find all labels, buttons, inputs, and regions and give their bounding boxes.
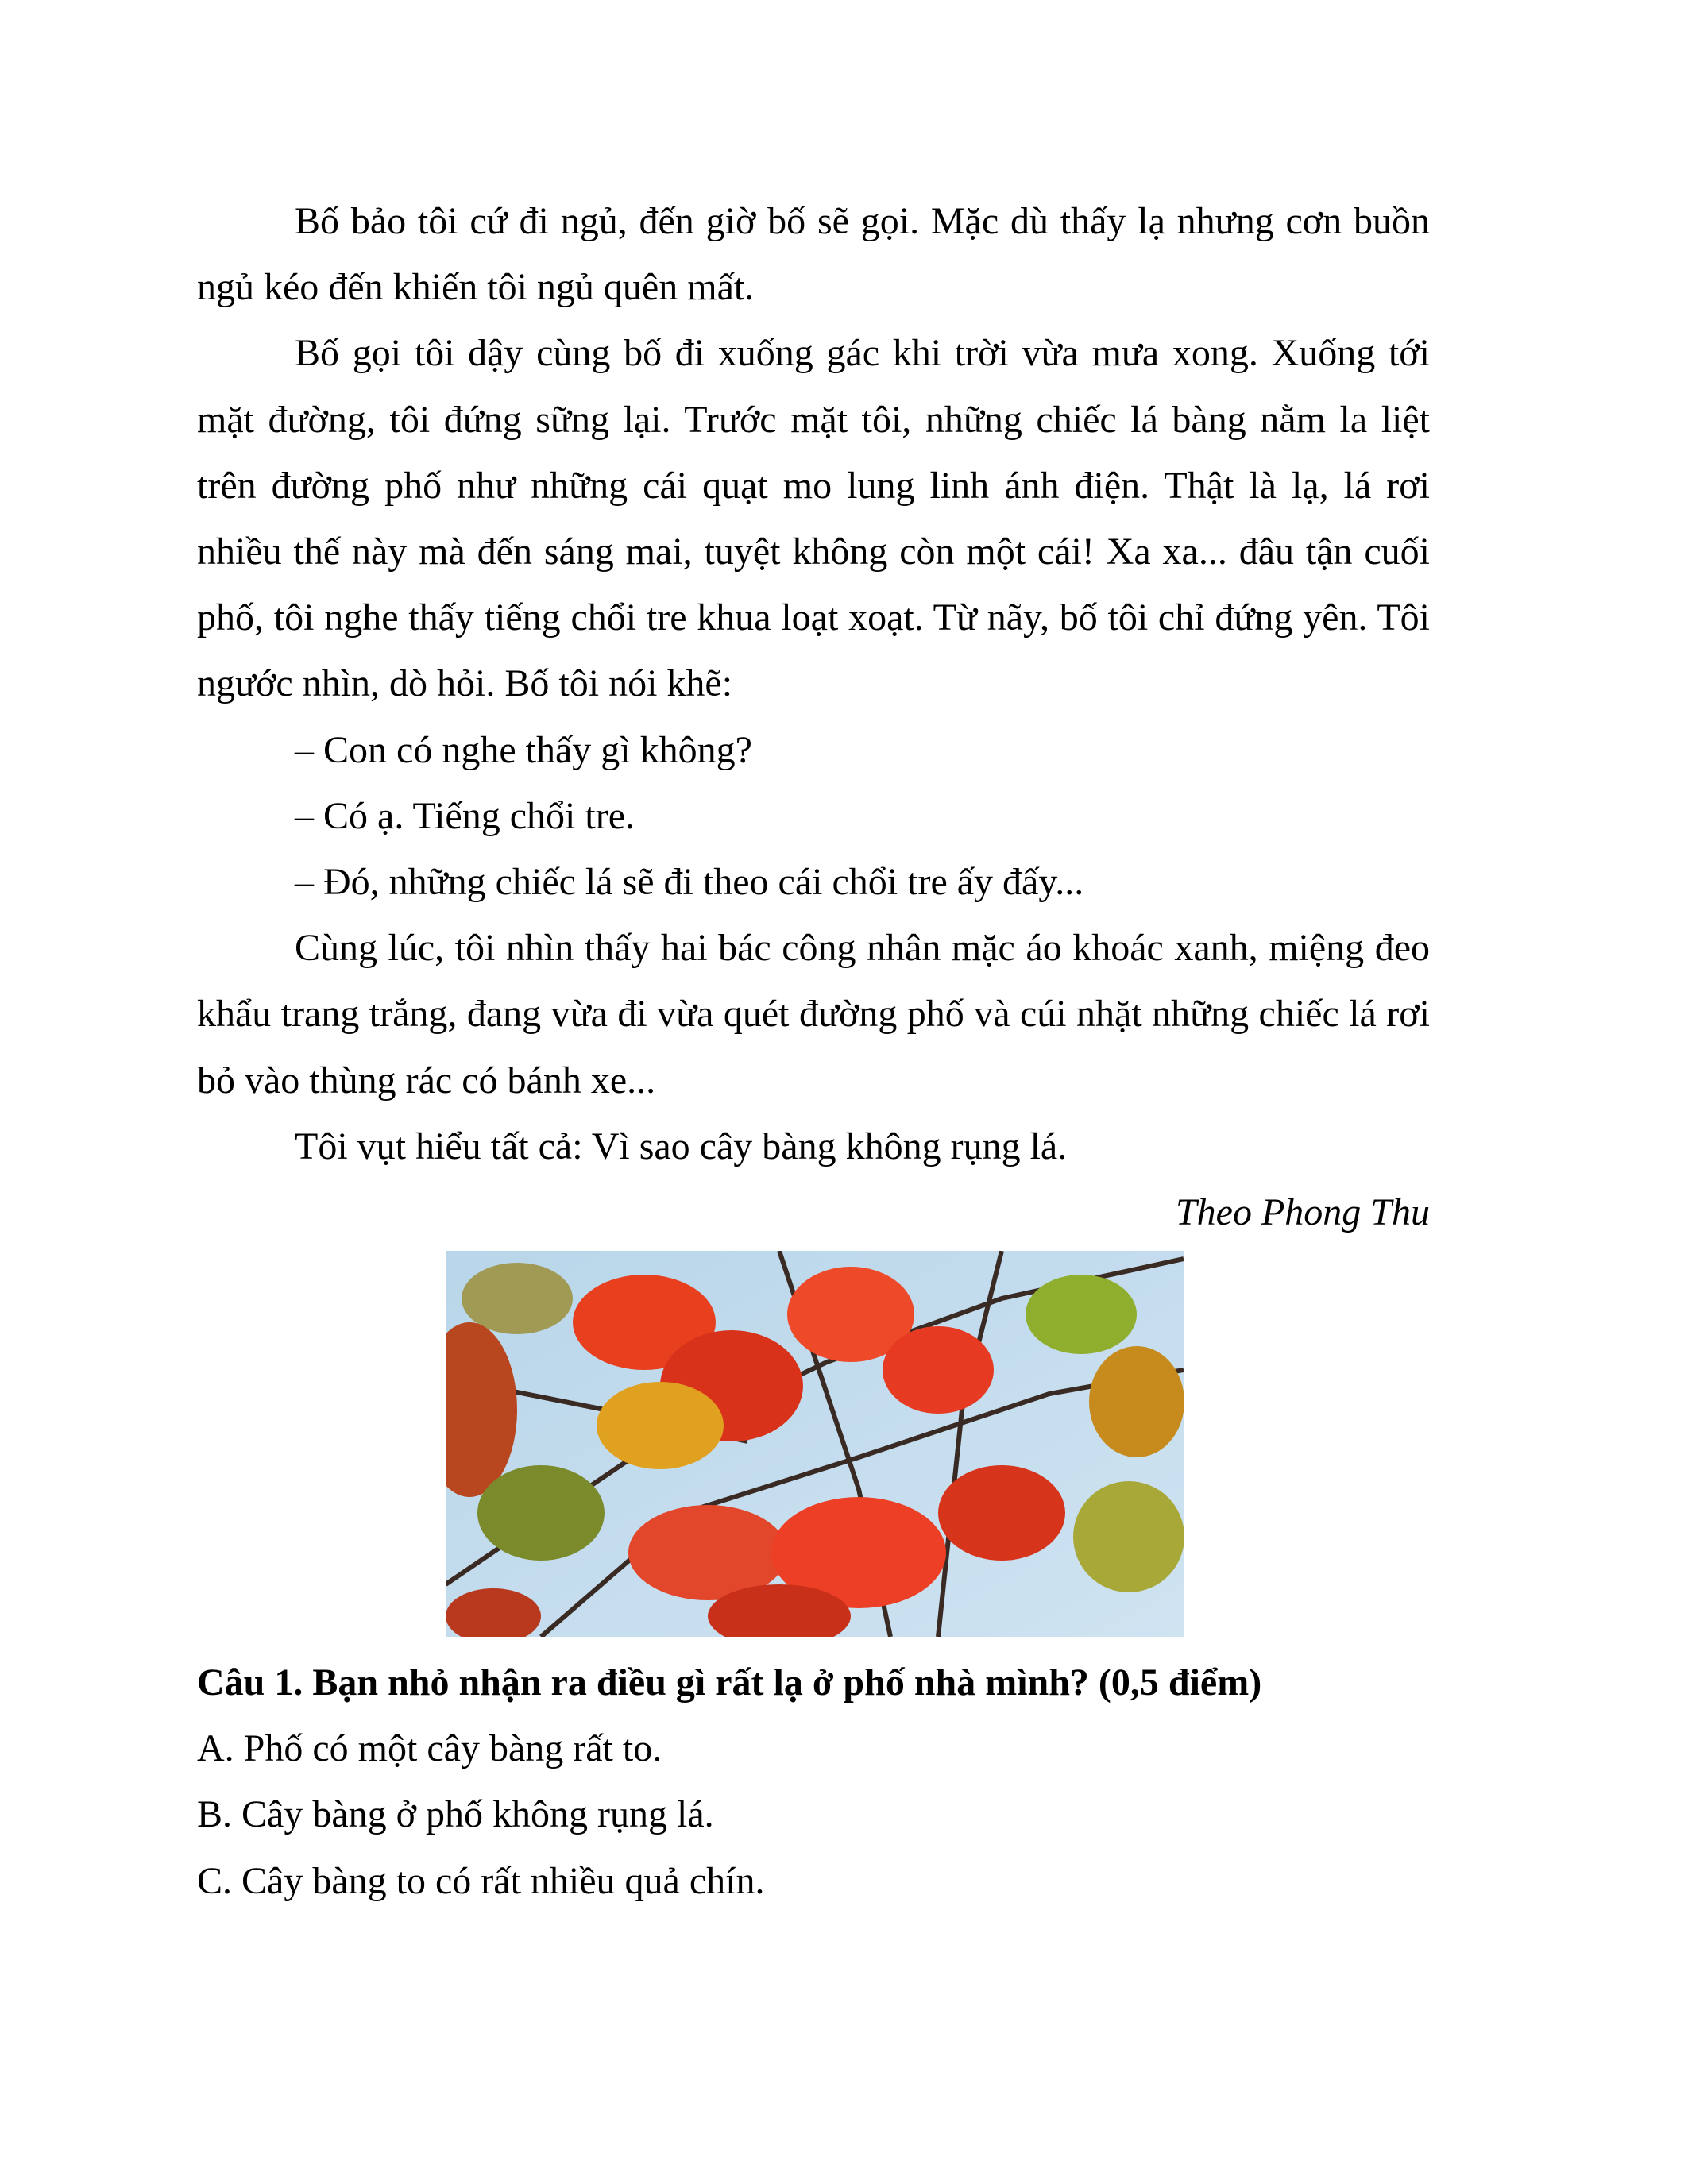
author-credit: Theo Phong Thu <box>1175 1191 1430 1234</box>
dialogue-line: – Có ạ. Tiếng chổi tre. <box>295 794 635 837</box>
reading-passage <box>197 188 1430 1245</box>
answer-option-a: A. Phố có một cây bàng rất to. <box>197 1727 662 1770</box>
answer-option-b: B. Cây bàng ở phố không rụng lá. <box>197 1793 714 1836</box>
paragraph: Bố bảo tôi cứ đi ngủ, đến giờ bố sẽ gọi. Mặc dù thấy lạ nhưng cơn buồn ngủ kéo đến khiến tôi ngủ quên mất. <box>197 200 1430 309</box>
paragraph: Tôi vụt hiểu tất cả: Vì sao cây bàng không rụng lá. <box>295 1125 1068 1167</box>
question-title: Câu 1. Bạn nhỏ nhận ra điều gì rất lạ ở phố nhà mình? (0,5 điểm) <box>197 1661 1262 1704</box>
dialogue-line: – Con có nghe thấy gì không? <box>295 728 752 771</box>
dialogue-line: – Đó, những chiếc lá sẽ đi theo cái chổi tre ấy đấy... <box>295 861 1084 904</box>
paragraph: Bố gọi tôi dậy cùng bố đi xuống gác khi trời vừa mưa xong. Xuống tới mặt đường, tôi đứng sững lại. Trước mặt tôi, những chiếc lá bàng nằm la liệt trên đường phố như những cái quạt mo lung linh ánh điện. Thật là lạ, lá rơi nhiều thế này mà đến sáng mai, tuyệt không còn một cái! Xa xa... đâu tận cuối phố, tôi nghe thấy tiếng chổi tre khua loạt xoạt. Từ nãy, bố tôi chỉ đứng yên. Tôi ngước nhìn, dò hỏi. Bố tôi nói khẽ: <box>197 332 1430 705</box>
answer-option-c: C. Cây bàng to có rất nhiều quả chín. <box>197 1859 765 1902</box>
question-1 <box>197 1650 1430 1914</box>
autumn-leaves-photo <box>446 1251 1184 1637</box>
paragraph: Cùng lúc, tôi nhìn thấy hai bác công nhân mặc áo khoác xanh, miệng đeo khẩu trang trắng, đang vừa đi vừa quét đường phố và cúi nhặt những chiếc lá rơi bỏ vào thùng rác có bánh xe... <box>197 927 1430 1102</box>
